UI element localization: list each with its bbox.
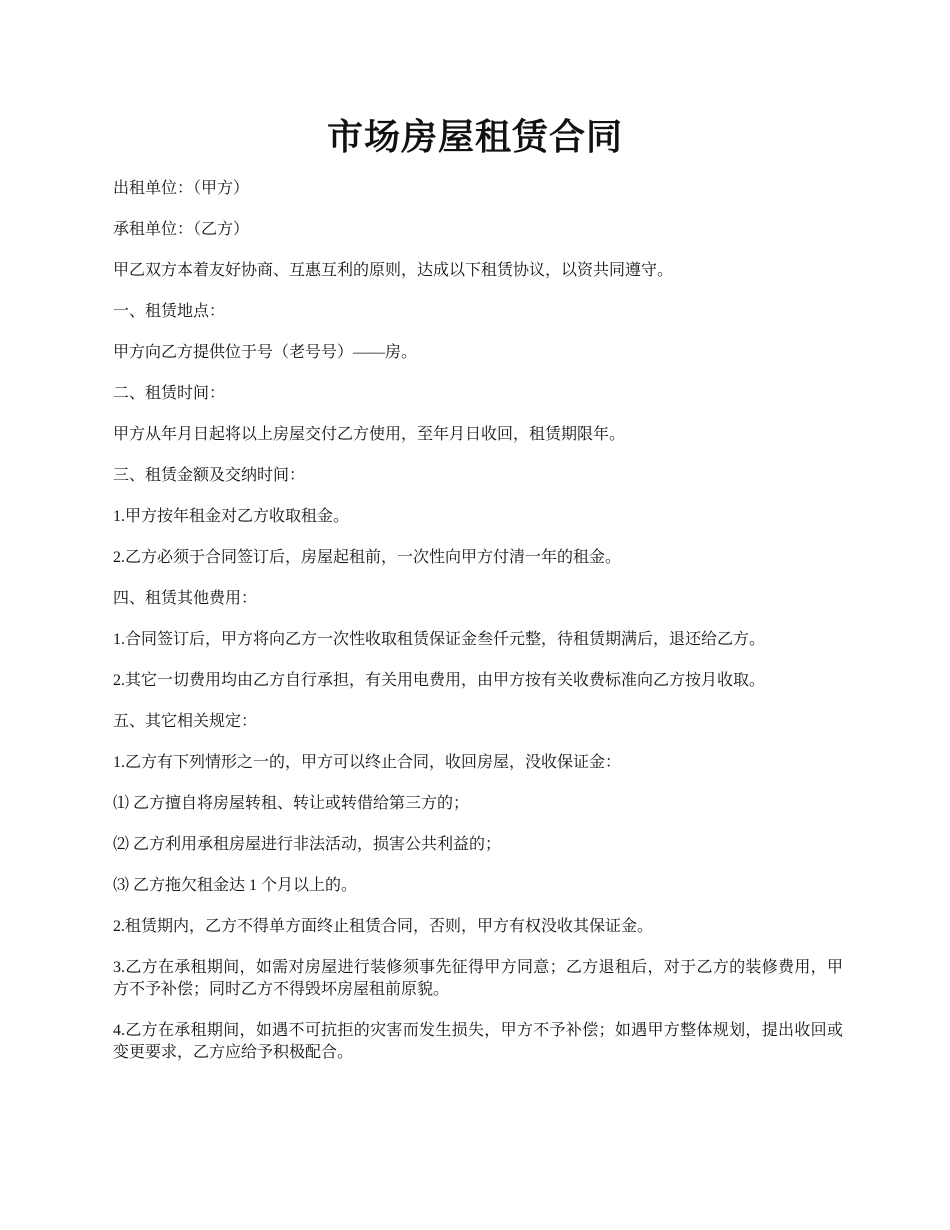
fees-clause-2: 2.其它一切费用均由乙方自行承担，有关用电费用，由甲方按有关收费标准向乙方按月收取。 — [113, 672, 766, 689]
rent-clause-2: 2.乙方必须于合同签订后，房屋起租前，一次性向甲方付清一年的租金。 — [113, 549, 622, 566]
fees-clause-1: 1.合同签订后，甲方将向乙方一次性收取租赁保证金叁仟元整，待租赁期满后，退还给乙方。 — [113, 631, 766, 648]
party-b-line: 承租单位：（乙方） — [113, 221, 250, 238]
other-clause-4: 4.乙方在承租期间，如遇不可抗拒的灾害而发生损失，甲方不予补偿；如遇甲方整体规划，提出收回或变更要求，乙方应给予积极配合。 — [113, 1022, 843, 1061]
other-clause-1: 1.乙方有下列情形之一的，甲方可以终止合同，收回房屋，没收保证金： — [113, 754, 622, 771]
section-heading-term: 二、租赁时间： — [113, 385, 226, 402]
location-paragraph: 甲方向乙方提供位于号（老号号）——房。 — [113, 344, 418, 361]
other-subclause-2: ⑵ 乙方利用承租房屋进行非法活动，损害公共利益的； — [113, 836, 502, 853]
party-a-line: 出租单位：（甲方） — [113, 180, 250, 197]
other-clause-3: 3.乙方在承租期间，如需对房屋进行装修须事先征得甲方同意；乙方退租后，对于乙方的装修费用，甲方不予补偿；同时乙方不得毁坏房屋租前原貌。 — [113, 959, 843, 998]
other-subclause-3: ⑶ 乙方拖欠租金达 1 个月以上的。 — [113, 877, 358, 894]
rent-clause-1: 1.甲方按年租金对乙方收取租金。 — [113, 508, 350, 525]
section-heading-other: 五、其它相关规定： — [113, 713, 258, 730]
other-clause-2: 2.租赁期内，乙方不得单方面终止租赁合同，否则，甲方有权没收其保证金。 — [113, 918, 654, 935]
preamble-paragraph: 甲乙双方本着友好协商、互惠互利的原则，达成以下租赁协议，以资共同遵守。 — [113, 262, 674, 279]
document-title: 市场房屋租赁合同 — [326, 117, 623, 157]
document-body — [113, 178, 843, 1083]
other-subclause-1: ⑴ 乙方擅自将房屋转租、转让或转借给第三方的； — [113, 795, 470, 812]
section-heading-fees: 四、租赁其他费用： — [113, 590, 258, 607]
term-paragraph: 甲方从年月日起将以上房屋交付乙方使用，至年月日收回，租赁期限年。 — [113, 426, 626, 443]
section-heading-location: 一、租赁地点： — [113, 303, 226, 320]
section-heading-rent: 三、租赁金额及交纳时间： — [113, 467, 306, 484]
